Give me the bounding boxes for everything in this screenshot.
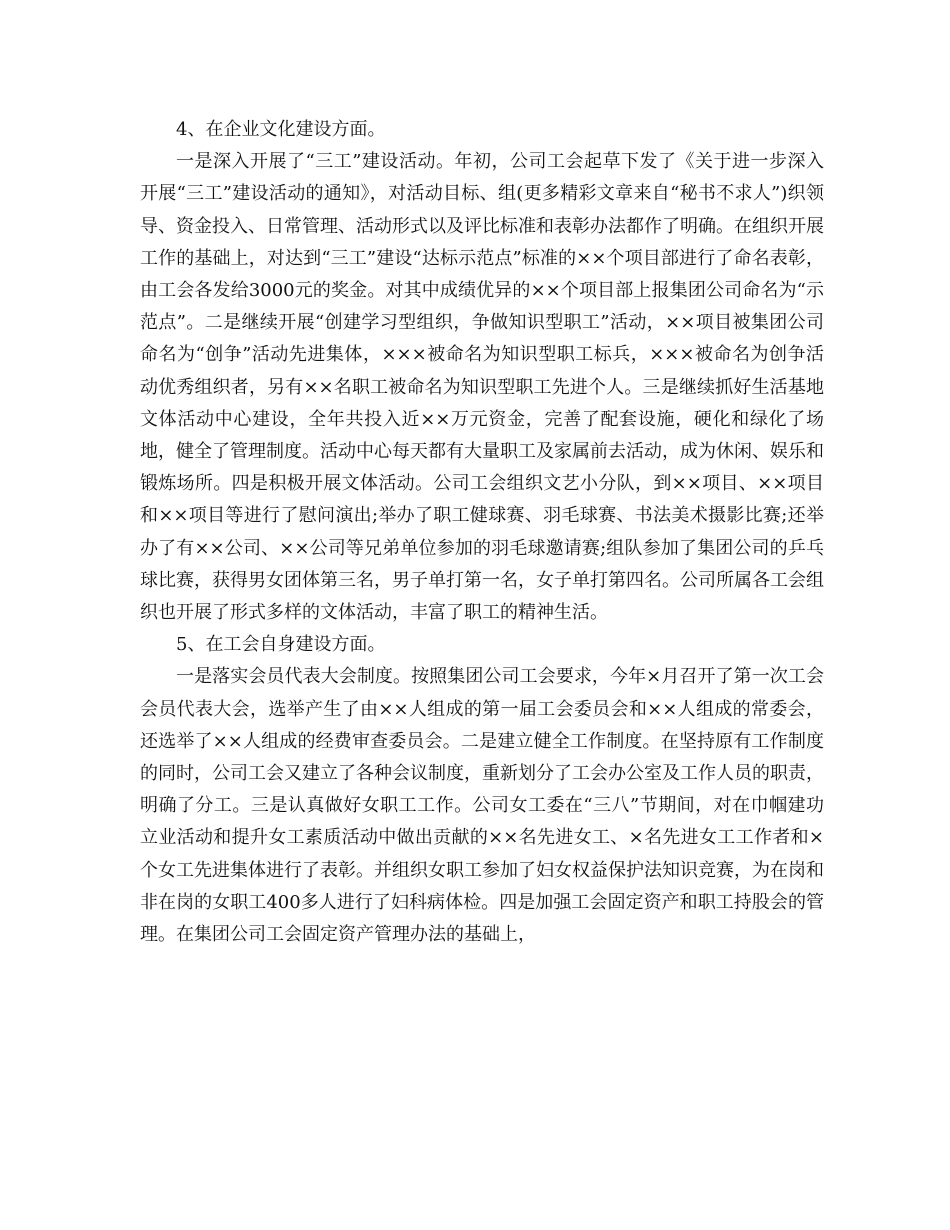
section-heading-culture: 4、在企业文化建设方面。 [176, 119, 386, 140]
section-heading-union-building: 5、在工会自身建设方面。 [176, 634, 386, 656]
document-body [140, 114, 824, 951]
paragraph-culture-details: 一是深入开展了“三工”建设活动。年初，公司工会起草下发了《关于进一步深入开展“三工”建设活动的通知》，对活动目标、组(更多精彩文章来自“秘书不求人”)织领导、资金投入、日常管理、活动形式以及评比标准和表彰办法都作了明确。在组织开展工作的基础上，对达到“三工”建设“达标示范点”标准的××个项目部进行了命名表彰，由工会各发给3000元的奖金。对其中成绩优异的××个项目部上报集团公司命名为“示范点”。二是继续开展“创建学习型组织，争做知识型职工”活动，××项目被集团公司命名为“创争”活动先进集体，×××被命名为知识型职工标兵，×××被命名为创争活动优秀组织者，另有××名职工被命名为知识型职工先进个人。三是继续抓好生活基地文体活动中心建设，全年共投入近××万元资金，完善了配套设施，硬化和绿化了场地，健全了管理制度。活动中心每天都有大量职工及家属前去活动，成为休闲、娱乐和锻炼场所。四是积极开展文体活动。公司工会组织文艺小分队，到××项目、××项目和××项目等进行了慰问演出;举办了职工健球赛、羽毛球赛、书法美术摄影比赛;还举办了有××公司、××公司等兄弟单位参加的羽毛球邀请赛;组队参加了集团公司的乒乓球比赛，获得男女团体第三名，男子单打第一名，女子单打第四名。公司所属各工会组织也开展了形式多样的文体活动，丰富了职工的精神生活。 [140, 151, 824, 624]
paragraph-union-building-details: 一是落实会员代表大会制度。按照集团公司工会要求，今年×月召开了第一次工会会员代表大会，选举产生了由××人组成的第一届工会委员会和××人组成的常委会，还选举了××人组成的经费审查委员会。二是建立健全工作制度。在坚持原有工作制度的同时，公司工会又建立了各种会议制度，重新划分了工会办公室及工作人员的职责，明确了分工。三是认真做好女职工工作。公司女工委在“三八”节期间，对在巾帼建功立业活动和提升女工素质活动中做出贡献的××名先进女工、×名先进女工工作者和×个女工先进集体进行了表彰。并组织女职工参加了妇女权益保护法知识竞赛，为在岗和非在岗的女职工400多人进行了妇科病体检。四是加强工会固定资产和职工持股会的管理。在集团公司工会固定资产管理办法的基础上， [140, 666, 824, 946]
